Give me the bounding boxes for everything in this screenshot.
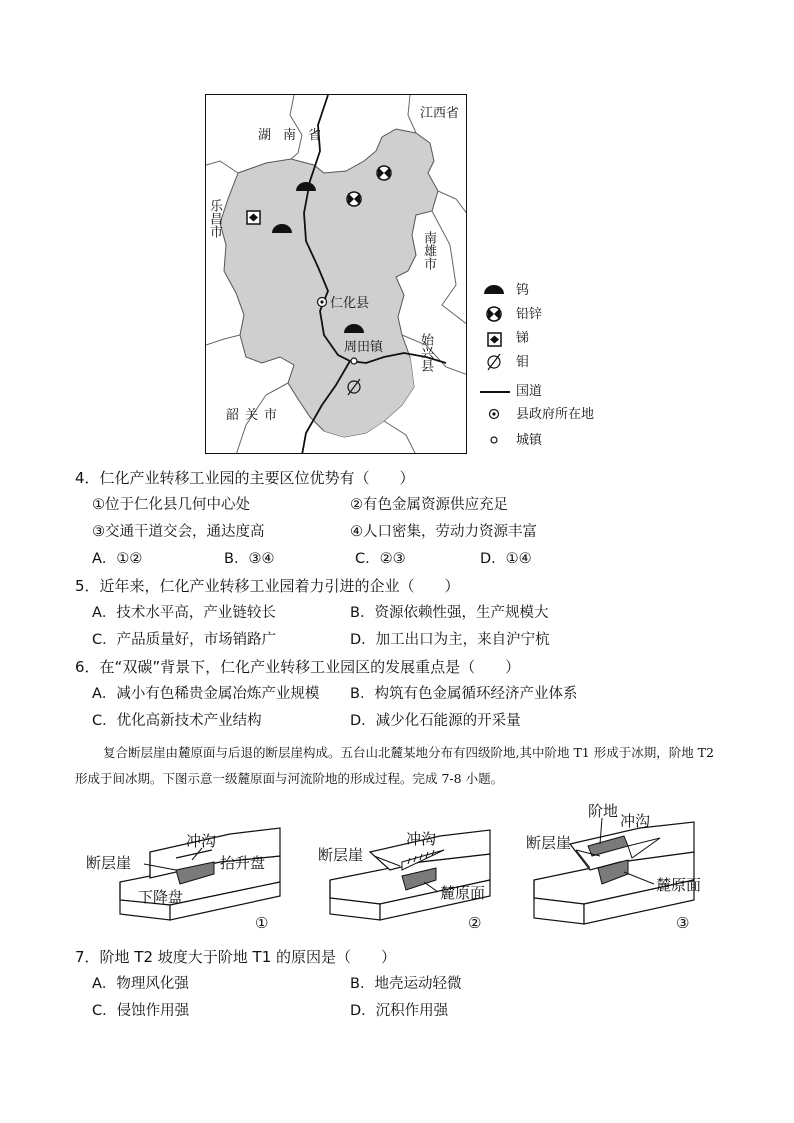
label-hunan: 湖南省 bbox=[258, 128, 334, 143]
d3-number: ③ bbox=[676, 914, 690, 932]
q7-option-b[interactable]: B．地壳运动轻微 bbox=[350, 976, 462, 992]
landform-diagrams bbox=[80, 800, 740, 940]
lead-zinc-icon bbox=[347, 192, 361, 206]
q4-option-a[interactable]: A．①② bbox=[92, 551, 143, 567]
legend-label: 城镇 bbox=[516, 433, 543, 448]
county-seat-icon bbox=[490, 410, 499, 419]
q6-option-b[interactable]: B．构筑有色金属循环经济产业体系 bbox=[350, 686, 578, 702]
d3-scarp-label: 断层崖 bbox=[526, 834, 572, 852]
lead-zinc-icon bbox=[377, 166, 391, 180]
label-renhua: 仁化县 bbox=[330, 296, 370, 311]
map-figure bbox=[205, 94, 467, 454]
label-jiangxi: 江西省 bbox=[420, 106, 460, 121]
q4-statement-1: ①位于仁化县几何中心处 bbox=[92, 497, 250, 513]
boundary-line bbox=[206, 161, 238, 173]
boundary-line bbox=[438, 191, 467, 215]
label-nanxiong: 南雄市 bbox=[421, 231, 436, 270]
d1-number: ① bbox=[255, 914, 269, 932]
question-4-stem: 4．仁化产业转移工业园的主要区位优势有（ ） bbox=[75, 469, 415, 487]
county-seat-icon bbox=[318, 298, 327, 307]
label-lechang: 乐昌市 bbox=[207, 199, 222, 238]
d2-number: ② bbox=[468, 914, 482, 932]
q6-option-d[interactable]: D．减少化石能源的开采量 bbox=[350, 713, 521, 729]
question-7-stem: 7．阶地 T2 坡度大于阶地 T1 的原因是（ ） bbox=[75, 948, 397, 966]
legend-label: 钨 bbox=[516, 283, 530, 298]
legend-label: 国道 bbox=[516, 384, 543, 399]
boundary-line bbox=[384, 421, 416, 454]
d3-terrace-label: 阶地 bbox=[588, 802, 619, 820]
legend-label: 锑 bbox=[516, 331, 530, 346]
label-shaoguan: 韶关市 bbox=[226, 408, 284, 423]
q7-option-a[interactable]: A．物理风化强 bbox=[92, 976, 189, 992]
q4-statement-4: ④人口密集，劳动力资源丰富 bbox=[350, 524, 537, 540]
town-icon bbox=[351, 358, 357, 364]
d3-pediment-label: 麓原面 bbox=[656, 876, 702, 894]
map-svg bbox=[206, 95, 467, 454]
q5-option-b[interactable]: B．资源依赖性强，生产规模大 bbox=[350, 605, 549, 621]
lead-zinc-icon bbox=[487, 307, 501, 321]
q4-option-d[interactable]: D．①④ bbox=[480, 551, 532, 567]
d2-gully-label: 冲沟 bbox=[406, 830, 437, 848]
d1-gully-label: 冲沟 bbox=[186, 832, 217, 850]
legend-label: 铅锌 bbox=[516, 307, 543, 322]
diagram-2 bbox=[318, 830, 490, 932]
antimony-icon bbox=[488, 333, 501, 346]
d2-pediment-label: 麓原面 bbox=[440, 884, 486, 902]
town-icon bbox=[491, 437, 497, 443]
d1-upthrown-label: 抬升盘 bbox=[220, 854, 266, 872]
q7-option-d[interactable]: D．沉积作用强 bbox=[350, 1003, 449, 1019]
q5-option-c[interactable]: C．产品质量好，市场销路广 bbox=[92, 632, 277, 648]
q4-statement-2: ②有色金属资源供应充足 bbox=[350, 497, 508, 513]
q5-option-a[interactable]: A．技术水平高，产业链较长 bbox=[92, 605, 276, 621]
boundary-line bbox=[290, 95, 302, 159]
q4-option-c[interactable]: C．②③ bbox=[355, 551, 406, 567]
d1-downthrown-label: 下降盘 bbox=[138, 888, 184, 906]
diagram-3 bbox=[526, 802, 701, 932]
question-6-stem: 6．在“双碳”背景下，仁化产业转移工业园区的发展重点是（ ） bbox=[75, 658, 521, 676]
q6-option-c[interactable]: C．优化高新技术产业结构 bbox=[92, 713, 262, 729]
d2-scarp-label: 断层崖 bbox=[318, 846, 364, 864]
boundary-line bbox=[206, 335, 240, 345]
boundary-line bbox=[408, 95, 416, 133]
q4-statement-3: ③交通干道交会，通达度高 bbox=[92, 524, 265, 540]
label-shixing: 始兴县 bbox=[418, 333, 433, 372]
q5-option-d[interactable]: D．加工出口为主，来自沪宁杭 bbox=[350, 632, 550, 648]
map-legend bbox=[478, 280, 618, 450]
d3-gully-label: 冲沟 bbox=[620, 812, 651, 830]
label-zhoutian: 周田镇 bbox=[344, 340, 384, 355]
legend-label: 县政府所在地 bbox=[516, 407, 595, 422]
tungsten-icon bbox=[484, 285, 504, 294]
intro-paragraph: 复合断层崖由麓原面与后退的断层崖构成。五台山北麓某地分布有四级阶地,其中阶地 T1 形成于冰期，阶地 T2 形成于间冰期。下图示意一级麓原面与河流阶地的形成过程。完成 7-8 小题。 bbox=[75, 745, 714, 786]
q7-option-c[interactable]: C．侵蚀作用强 bbox=[92, 1003, 190, 1019]
diagram-1 bbox=[86, 828, 280, 932]
q6-option-a[interactable]: A．减小有色稀贵金属冶炼产业规模 bbox=[92, 686, 320, 702]
q4-option-b[interactable]: B．③④ bbox=[224, 551, 275, 567]
antimony-icon bbox=[247, 211, 260, 224]
question-5-stem: 5．近年来，仁化产业转移工业园着力引进的企业（ ） bbox=[75, 577, 460, 595]
molybdenum-icon bbox=[488, 354, 500, 370]
d1-scarp-label: 断层崖 bbox=[86, 854, 132, 872]
legend-label: 钼 bbox=[516, 355, 530, 370]
